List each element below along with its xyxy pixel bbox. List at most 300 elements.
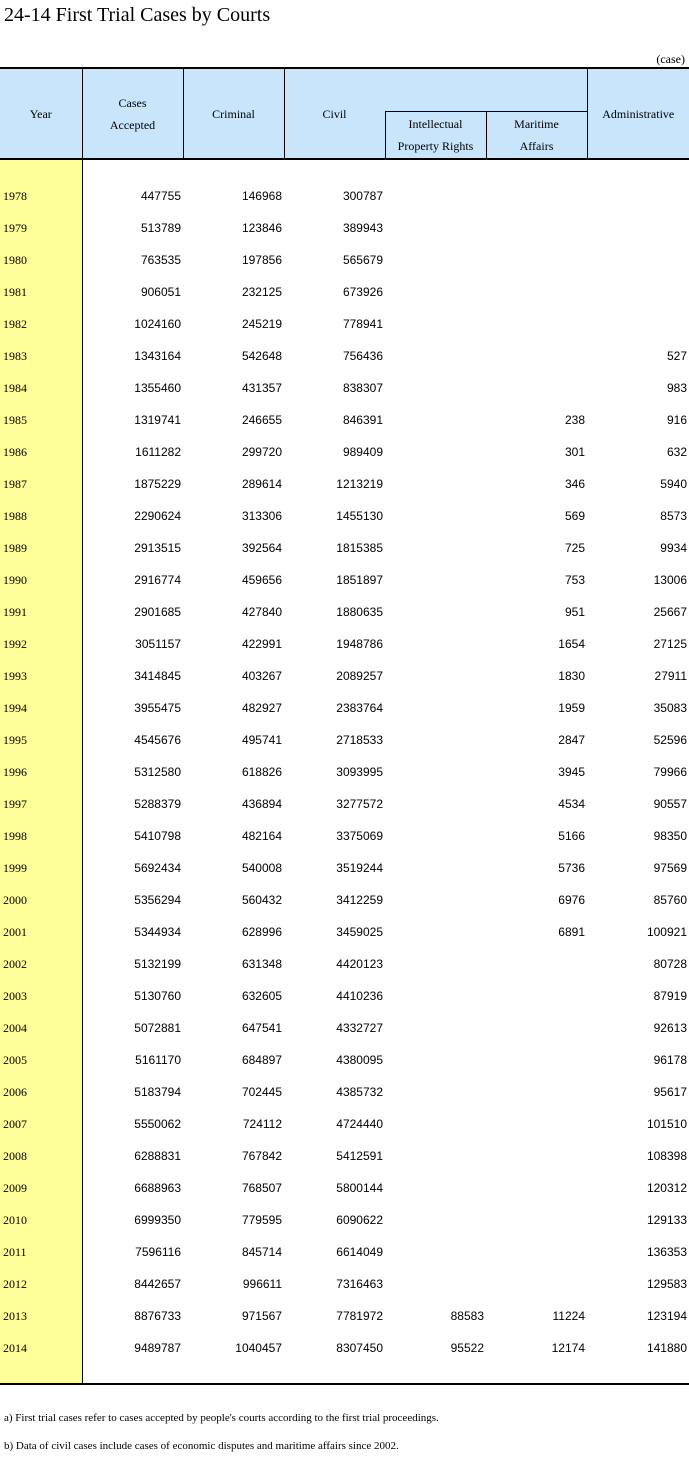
criminal-cell: 702445	[241, 1085, 282, 1099]
accepted-cell: 6688963	[82, 1172, 183, 1204]
accepted-cell: 2913515	[82, 532, 183, 564]
table-row	[0, 404, 689, 436]
ip-cell	[385, 596, 486, 628]
civil-cell: 300787	[342, 189, 383, 203]
footnotes	[4, 1404, 439, 1460]
criminal-cell: 123846	[241, 221, 282, 235]
footnote-a: a) First trial cases refer to cases accepted by people's courts according to the first trial proceedings.	[4, 1412, 439, 1424]
admin-cell: 100921	[646, 925, 687, 939]
table-row	[0, 532, 689, 564]
year-cell: 1984	[0, 372, 82, 404]
table-row	[0, 276, 689, 308]
ip-cell	[385, 404, 486, 436]
ip-cell	[385, 1172, 486, 1204]
ip-cell	[385, 180, 486, 212]
accepted-cell: 1355460	[82, 372, 183, 404]
table-row	[0, 244, 689, 276]
ip-cell	[385, 500, 486, 532]
civil-cell: 6614049	[336, 1245, 383, 1259]
year-cell: 1992	[0, 628, 82, 660]
maritime-cell	[486, 276, 587, 308]
civil-cell: 7781972	[336, 1309, 383, 1323]
ip-cell	[385, 948, 486, 980]
maritime-cell	[486, 1076, 587, 1108]
ip-cell	[385, 1268, 486, 1300]
maritime-cell: 11224	[552, 1309, 585, 1323]
maritime-cell	[486, 1044, 587, 1076]
table-row	[0, 596, 689, 628]
admin-cell	[587, 212, 689, 244]
year-cell: 1994	[0, 692, 82, 724]
criminal-cell: 779595	[241, 1213, 282, 1227]
accepted-cell: 5161170	[82, 1044, 183, 1076]
civil-cell: 565679	[342, 253, 383, 267]
header-maritime-affairs: Maritime Affairs	[486, 112, 587, 160]
year-cell: 2002	[0, 948, 82, 980]
admin-cell: 25667	[653, 605, 687, 619]
footnote-b: b) Data of civil cases include cases of economic disputes and maritime affairs since 2002.	[4, 1440, 399, 1452]
maritime-cell: 753	[564, 573, 585, 587]
year-cell: 2007	[0, 1108, 82, 1140]
accepted-cell: 5072881	[82, 1012, 183, 1044]
criminal-cell: 845714	[241, 1245, 282, 1259]
criminal-cell: 618826	[241, 765, 282, 779]
table-row	[0, 308, 689, 340]
ip-cell	[385, 788, 486, 820]
year-cell: 1982	[0, 308, 82, 340]
maritime-cell: 4534	[558, 797, 585, 811]
ip-cell	[385, 884, 486, 916]
page-title: 24-14 First Trial Cases by Courts	[4, 4, 271, 26]
accepted-cell: 5288379	[82, 788, 183, 820]
table-row	[0, 1332, 689, 1364]
accepted-cell: 513789	[82, 212, 183, 244]
accepted-cell: 5692434	[82, 852, 183, 884]
header-criminal: Criminal	[183, 68, 284, 159]
table-row	[0, 916, 689, 948]
maritime-cell: 569	[564, 509, 585, 523]
maritime-cell	[486, 372, 587, 404]
accepted-cell: 3955475	[82, 692, 183, 724]
maritime-cell: 1654	[558, 637, 585, 651]
civil-cell: 7316463	[336, 1277, 383, 1291]
year-cell: 2004	[0, 1012, 82, 1044]
admin-cell: 52596	[653, 733, 687, 747]
admin-cell: 123194	[646, 1309, 687, 1323]
admin-cell: 101510	[646, 1117, 687, 1131]
year-cell: 2001	[0, 916, 82, 948]
criminal-cell: 482164	[241, 829, 282, 843]
maritime-cell	[486, 308, 587, 340]
maritime-cell	[486, 1268, 587, 1300]
admin-cell: 79966	[653, 765, 687, 779]
maritime-cell	[486, 1236, 587, 1268]
ip-cell	[385, 340, 486, 372]
civil-cell: 5800144	[336, 1181, 383, 1195]
accepted-cell: 6288831	[82, 1140, 183, 1172]
year-cell: 1998	[0, 820, 82, 852]
criminal-cell: 197856	[241, 253, 282, 267]
criminal-cell: 436894	[241, 797, 282, 811]
maritime-cell: 3945	[558, 765, 585, 779]
ip-cell	[385, 916, 486, 948]
year-cell: 2011	[0, 1236, 82, 1268]
header-administrative: Administrative	[587, 68, 689, 159]
header-civil-subgroup	[385, 68, 587, 112]
civil-cell: 2089257	[336, 669, 383, 683]
maritime-cell: 346	[564, 477, 585, 491]
spacer-row	[0, 1364, 689, 1384]
admin-cell	[587, 308, 689, 340]
table-row	[0, 948, 689, 980]
admin-cell	[587, 180, 689, 212]
criminal-cell: 996611	[242, 1277, 282, 1291]
criminal-cell: 631348	[241, 957, 282, 971]
ip-cell	[385, 852, 486, 884]
admin-cell: 5940	[660, 477, 687, 491]
year-cell: 1991	[0, 596, 82, 628]
ip-cell	[385, 308, 486, 340]
table-row	[0, 1172, 689, 1204]
criminal-cell: 422991	[241, 637, 282, 651]
accepted-cell: 5312580	[82, 756, 183, 788]
admin-cell: 90557	[653, 797, 687, 811]
maritime-cell	[486, 1172, 587, 1204]
accepted-cell: 5356294	[82, 884, 183, 916]
civil-cell: 1455130	[336, 509, 383, 523]
maritime-cell: 12174	[551, 1341, 585, 1355]
year-cell: 2006	[0, 1076, 82, 1108]
year-cell: 2012	[0, 1268, 82, 1300]
year-cell: 1999	[0, 852, 82, 884]
admin-cell: 80728	[653, 957, 687, 971]
civil-cell: 4410236	[336, 989, 383, 1003]
ip-cell	[385, 692, 486, 724]
criminal-cell: 245219	[241, 317, 282, 331]
criminal-cell: 724112	[242, 1117, 282, 1131]
accepted-cell: 3414845	[82, 660, 183, 692]
criminal-cell: 628996	[241, 925, 282, 939]
accepted-cell: 447755	[82, 180, 183, 212]
ip-cell	[385, 756, 486, 788]
criminal-cell: 768507	[241, 1181, 282, 1195]
ip-cell	[385, 468, 486, 500]
table-row	[0, 788, 689, 820]
admin-cell	[587, 244, 689, 276]
maritime-cell	[486, 1012, 587, 1044]
year-cell: 2009	[0, 1172, 82, 1204]
ip-cell	[385, 1236, 486, 1268]
admin-cell: 13006	[653, 573, 687, 587]
civil-cell: 4724440	[336, 1117, 383, 1131]
year-cell: 1980	[0, 244, 82, 276]
cases-table	[0, 67, 689, 1385]
civil-cell: 989409	[342, 445, 383, 459]
criminal-cell: 684897	[241, 1053, 282, 1067]
criminal-cell: 403267	[241, 669, 282, 683]
accepted-cell: 4545676	[82, 724, 183, 756]
criminal-cell: 313306	[241, 509, 282, 523]
year-cell: 1986	[0, 436, 82, 468]
ip-cell	[385, 564, 486, 596]
criminal-cell: 1040457	[235, 1341, 282, 1355]
maritime-cell	[486, 180, 587, 212]
accepted-cell: 1343164	[82, 340, 183, 372]
admin-cell: 27911	[654, 669, 687, 683]
criminal-cell: 540008	[241, 861, 282, 875]
table-row	[0, 820, 689, 852]
civil-cell: 846391	[342, 413, 383, 427]
accepted-cell: 2901685	[82, 596, 183, 628]
civil-cell: 389943	[342, 221, 383, 235]
accepted-cell: 1024160	[82, 308, 183, 340]
table-row	[0, 500, 689, 532]
accepted-cell: 1875229	[82, 468, 183, 500]
table-row	[0, 1076, 689, 1108]
maritime-cell	[486, 340, 587, 372]
accepted-cell: 2290624	[82, 500, 183, 532]
civil-cell: 673926	[342, 285, 383, 299]
ip-cell	[385, 1076, 486, 1108]
accepted-cell: 906051	[82, 276, 183, 308]
year-cell: 1989	[0, 532, 82, 564]
year-cell: 1990	[0, 564, 82, 596]
accepted-cell: 8876733	[82, 1300, 183, 1332]
criminal-cell: 971567	[241, 1309, 282, 1323]
year-cell: 2014	[0, 1332, 82, 1364]
table-row	[0, 1204, 689, 1236]
accepted-cell: 2916774	[82, 564, 183, 596]
criminal-cell: 289614	[241, 477, 282, 491]
civil-cell: 1851897	[336, 573, 383, 587]
admin-cell: 527	[666, 349, 687, 363]
maritime-cell: 725	[564, 541, 585, 555]
table-row	[0, 724, 689, 756]
header-cases-accepted: Cases Accepted	[82, 68, 183, 159]
header-civil: Civil	[284, 68, 385, 159]
admin-cell	[587, 276, 689, 308]
civil-cell: 778941	[342, 317, 383, 331]
admin-cell: 120312	[646, 1181, 687, 1195]
admin-cell: 96178	[653, 1053, 687, 1067]
maritime-cell: 5166	[558, 829, 585, 843]
ip-cell	[385, 628, 486, 660]
spacer-row	[0, 159, 689, 180]
maritime-cell	[486, 1140, 587, 1172]
table-row	[0, 1236, 689, 1268]
ip-cell	[385, 1140, 486, 1172]
table-row	[0, 852, 689, 884]
criminal-cell: 232125	[241, 285, 282, 299]
accepted-cell: 5410798	[82, 820, 183, 852]
ip-cell	[385, 1204, 486, 1236]
year-cell: 1995	[0, 724, 82, 756]
maritime-cell: 2847	[558, 733, 585, 747]
civil-cell: 4420123	[336, 957, 383, 971]
civil-cell: 1213219	[336, 477, 383, 491]
civil-cell: 4380095	[336, 1053, 383, 1067]
year-cell: 2003	[0, 980, 82, 1012]
admin-cell: 85760	[653, 893, 687, 907]
civil-cell: 3519244	[336, 861, 383, 875]
civil-cell: 3277572	[336, 797, 383, 811]
civil-cell: 838307	[342, 381, 383, 395]
accepted-cell: 5183794	[82, 1076, 183, 1108]
year-cell: 1978	[0, 180, 82, 212]
maritime-cell: 1959	[558, 701, 585, 715]
maritime-cell: 1830	[558, 669, 585, 683]
year-cell: 1993	[0, 660, 82, 692]
civil-cell: 1948786	[336, 637, 383, 651]
table-row	[0, 468, 689, 500]
ip-cell	[385, 1108, 486, 1140]
ip-cell	[385, 436, 486, 468]
year-cell: 2010	[0, 1204, 82, 1236]
accepted-cell: 1319741	[82, 404, 183, 436]
criminal-cell: 647541	[241, 1021, 282, 1035]
accepted-cell: 5550062	[82, 1108, 183, 1140]
ip-cell	[385, 532, 486, 564]
accepted-cell: 9489787	[82, 1332, 183, 1364]
civil-cell: 3459025	[336, 925, 383, 939]
civil-cell: 3093995	[336, 765, 383, 779]
table-row	[0, 1300, 689, 1332]
civil-cell: 8307450	[336, 1341, 383, 1355]
maritime-cell: 5736	[558, 861, 585, 875]
table-row	[0, 1012, 689, 1044]
civil-cell: 756436	[342, 349, 383, 363]
admin-cell: 983	[666, 381, 687, 395]
maritime-cell	[486, 244, 587, 276]
table-row	[0, 1140, 689, 1172]
admin-cell: 97569	[653, 861, 687, 875]
accepted-cell: 5132199	[82, 948, 183, 980]
header-year: Year	[0, 68, 82, 159]
ip-cell	[385, 244, 486, 276]
accepted-cell: 5130760	[82, 980, 183, 1012]
criminal-cell: 146968	[241, 189, 282, 203]
criminal-cell: 495741	[241, 733, 282, 747]
table-row	[0, 628, 689, 660]
accepted-cell: 3051157	[82, 628, 183, 660]
criminal-cell: 459656	[241, 573, 282, 587]
year-cell: 2005	[0, 1044, 82, 1076]
admin-cell: 92613	[653, 1021, 687, 1035]
admin-cell: 27125	[653, 637, 687, 651]
accepted-cell: 7596116	[82, 1236, 183, 1268]
ip-cell	[385, 372, 486, 404]
maritime-cell	[486, 948, 587, 980]
admin-cell: 632	[666, 445, 687, 459]
criminal-cell: 767842	[241, 1149, 282, 1163]
accepted-cell: 8442657	[82, 1268, 183, 1300]
year-cell: 2008	[0, 1140, 82, 1172]
criminal-cell: 542648	[241, 349, 282, 363]
civil-cell: 2383764	[336, 701, 383, 715]
ip-cell: 95522	[450, 1341, 484, 1355]
admin-cell: 108398	[646, 1149, 687, 1163]
maritime-cell	[486, 980, 587, 1012]
year-cell: 2013	[0, 1300, 82, 1332]
criminal-cell: 246655	[241, 413, 282, 427]
civil-cell: 3375069	[336, 829, 383, 843]
admin-cell: 35083	[653, 701, 687, 715]
maritime-cell: 301	[564, 445, 585, 459]
ip-cell	[385, 724, 486, 756]
maritime-cell	[486, 1108, 587, 1140]
admin-cell: 9934	[660, 541, 687, 555]
year-cell: 1985	[0, 404, 82, 436]
year-cell: 1983	[0, 340, 82, 372]
accepted-cell: 763535	[82, 244, 183, 276]
admin-cell: 8573	[660, 509, 687, 523]
table-row	[0, 692, 689, 724]
civil-cell: 4332727	[336, 1021, 383, 1035]
admin-cell: 98350	[653, 829, 687, 843]
accepted-cell: 6999350	[82, 1204, 183, 1236]
unit-label: (case)	[656, 52, 685, 66]
accepted-cell: 5344934	[82, 916, 183, 948]
admin-cell: 129133	[646, 1213, 687, 1227]
table-row	[0, 1108, 689, 1140]
civil-cell: 2718533	[336, 733, 383, 747]
table-row	[0, 660, 689, 692]
table-row	[0, 212, 689, 244]
ip-cell	[385, 660, 486, 692]
civil-cell: 5412591	[336, 1149, 383, 1163]
civil-cell: 4385732	[336, 1085, 383, 1099]
table-row	[0, 1044, 689, 1076]
maritime-cell: 6976	[558, 893, 585, 907]
table-row	[0, 180, 689, 212]
criminal-cell: 427840	[241, 605, 282, 619]
maritime-cell: 238	[564, 413, 585, 427]
criminal-cell: 392564	[241, 541, 282, 555]
table-body	[0, 159, 689, 1384]
table-row	[0, 756, 689, 788]
admin-cell: 141880	[646, 1341, 687, 1355]
accepted-cell: 1611282	[82, 436, 183, 468]
ip-cell	[385, 820, 486, 852]
admin-cell: 87919	[653, 989, 687, 1003]
civil-cell: 1815385	[336, 541, 383, 555]
maritime-cell	[486, 1204, 587, 1236]
ip-cell	[385, 980, 486, 1012]
year-cell: 1987	[0, 468, 82, 500]
criminal-cell: 482927	[241, 701, 282, 715]
table-row	[0, 1268, 689, 1300]
ip-cell	[385, 1012, 486, 1044]
admin-cell: 95617	[653, 1085, 687, 1099]
maritime-cell: 6891	[558, 925, 585, 939]
criminal-cell: 431357	[241, 381, 282, 395]
table-row	[0, 884, 689, 916]
year-cell: 1979	[0, 212, 82, 244]
year-cell: 2000	[0, 884, 82, 916]
year-cell: 1997	[0, 788, 82, 820]
maritime-cell: 951	[564, 605, 585, 619]
header-ip-rights: Intellectual Property Rights	[385, 112, 486, 160]
year-cell: 1996	[0, 756, 82, 788]
admin-cell: 129583	[646, 1277, 687, 1291]
table-row	[0, 980, 689, 1012]
admin-cell: 136353	[646, 1245, 687, 1259]
civil-cell: 3412259	[336, 893, 383, 907]
criminal-cell: 632605	[241, 989, 282, 1003]
criminal-cell: 299720	[241, 445, 282, 459]
table-row	[0, 436, 689, 468]
ip-cell: 88583	[450, 1309, 484, 1323]
